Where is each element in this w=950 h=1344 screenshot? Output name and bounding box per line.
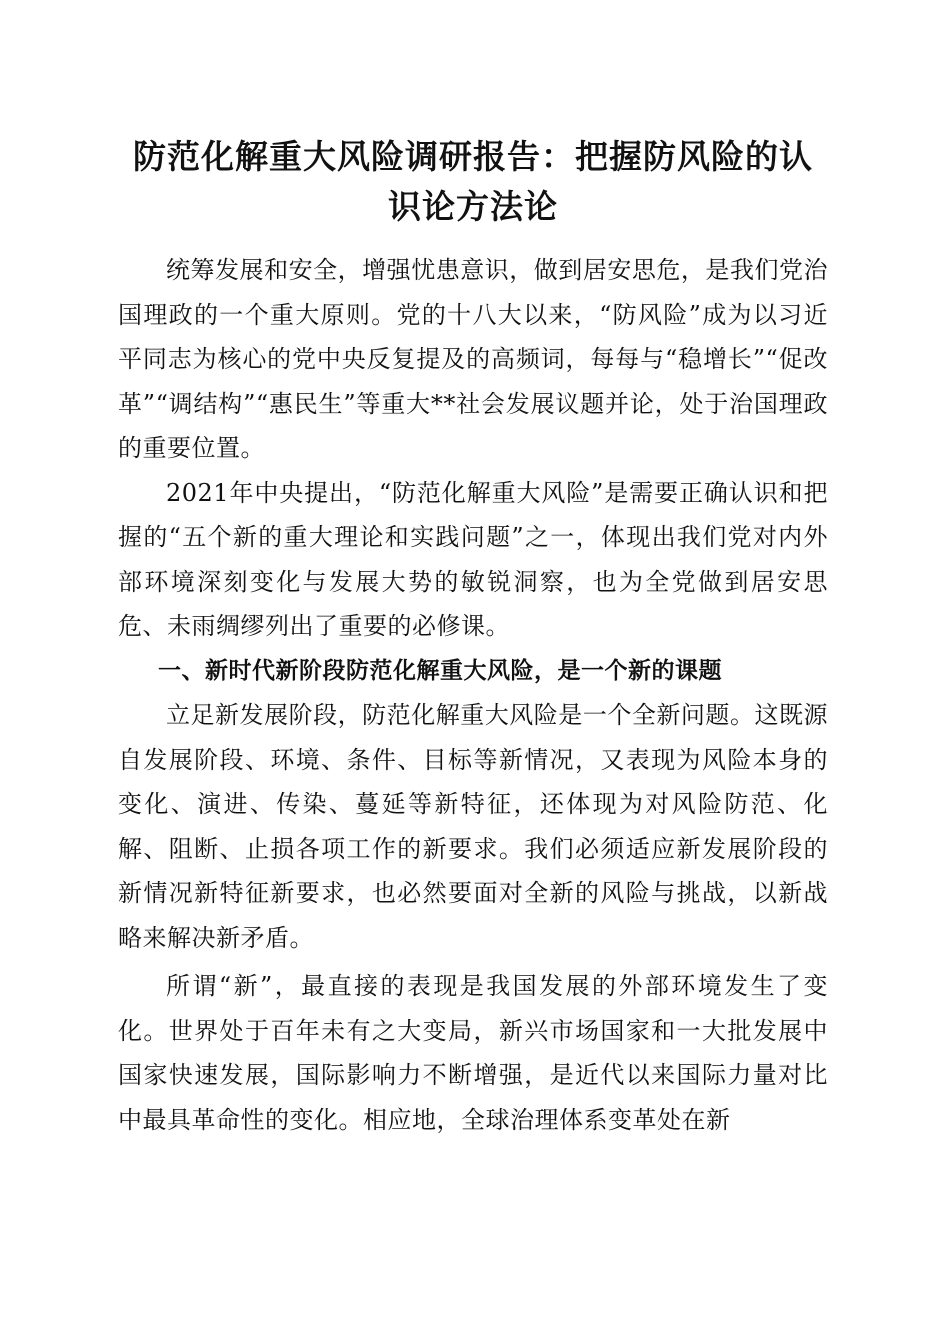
section-heading-1: 一、新时代新阶段防范化解重大风险，是一个新的课题 xyxy=(158,657,722,684)
paragraph-intro: 统筹发展和安全，增强忧患意识，做到居安思危，是我们党治国理政的一个重大原则。党的十八大以来，“防风险”成为以习近平同志为核心的党中央反复提及的高频词，每每与“稳增长”“促改革”“调结构”“惠民生”等重大**社会发展议题并论，处于治国理政的重要位置。 xyxy=(118,256,828,462)
document-body xyxy=(118,248,828,1142)
paragraph-2021: 2021年中央提出，“防范化解重大风险”是需要正确认识和把握的“五个新的重大理论和实践问题”之一，体现出我们党对内外部环境深刻变化与发展大势的敏锐洞察，也为全党做到居安思危、未雨绸缪列出了重要的必修课。 xyxy=(118,478,828,640)
paragraph-external-environment: 所谓“新”，最直接的表现是我国发展的外部环境发生了变化。世界处于百年未有之大变局，新兴市场国家和一大批发展中国家快速发展，国际影响力不断增强，是近代以来国际力量对比中最具革命性的变化。相应地，全球治理体系变革处在新 xyxy=(118,972,828,1134)
document-title: 防范化解重大风险调研报告：把握防风险的认识论方法论 xyxy=(133,137,813,226)
paragraph-new-stage: 立足新发展阶段，防范化解重大风险是一个全新问题。这既源自发展阶段、环境、条件、目标等新情况，又表现为风险本身的变化、演进、传染、蔓延等新特征，还体现为对风险防范、化解、阻断、止损各项工作的新要求。我们必须适应新发展阶段的新情况新特征新要求，也必然要面对全新的风险与挑战，以新战略来解决新矛盾。 xyxy=(118,701,828,952)
